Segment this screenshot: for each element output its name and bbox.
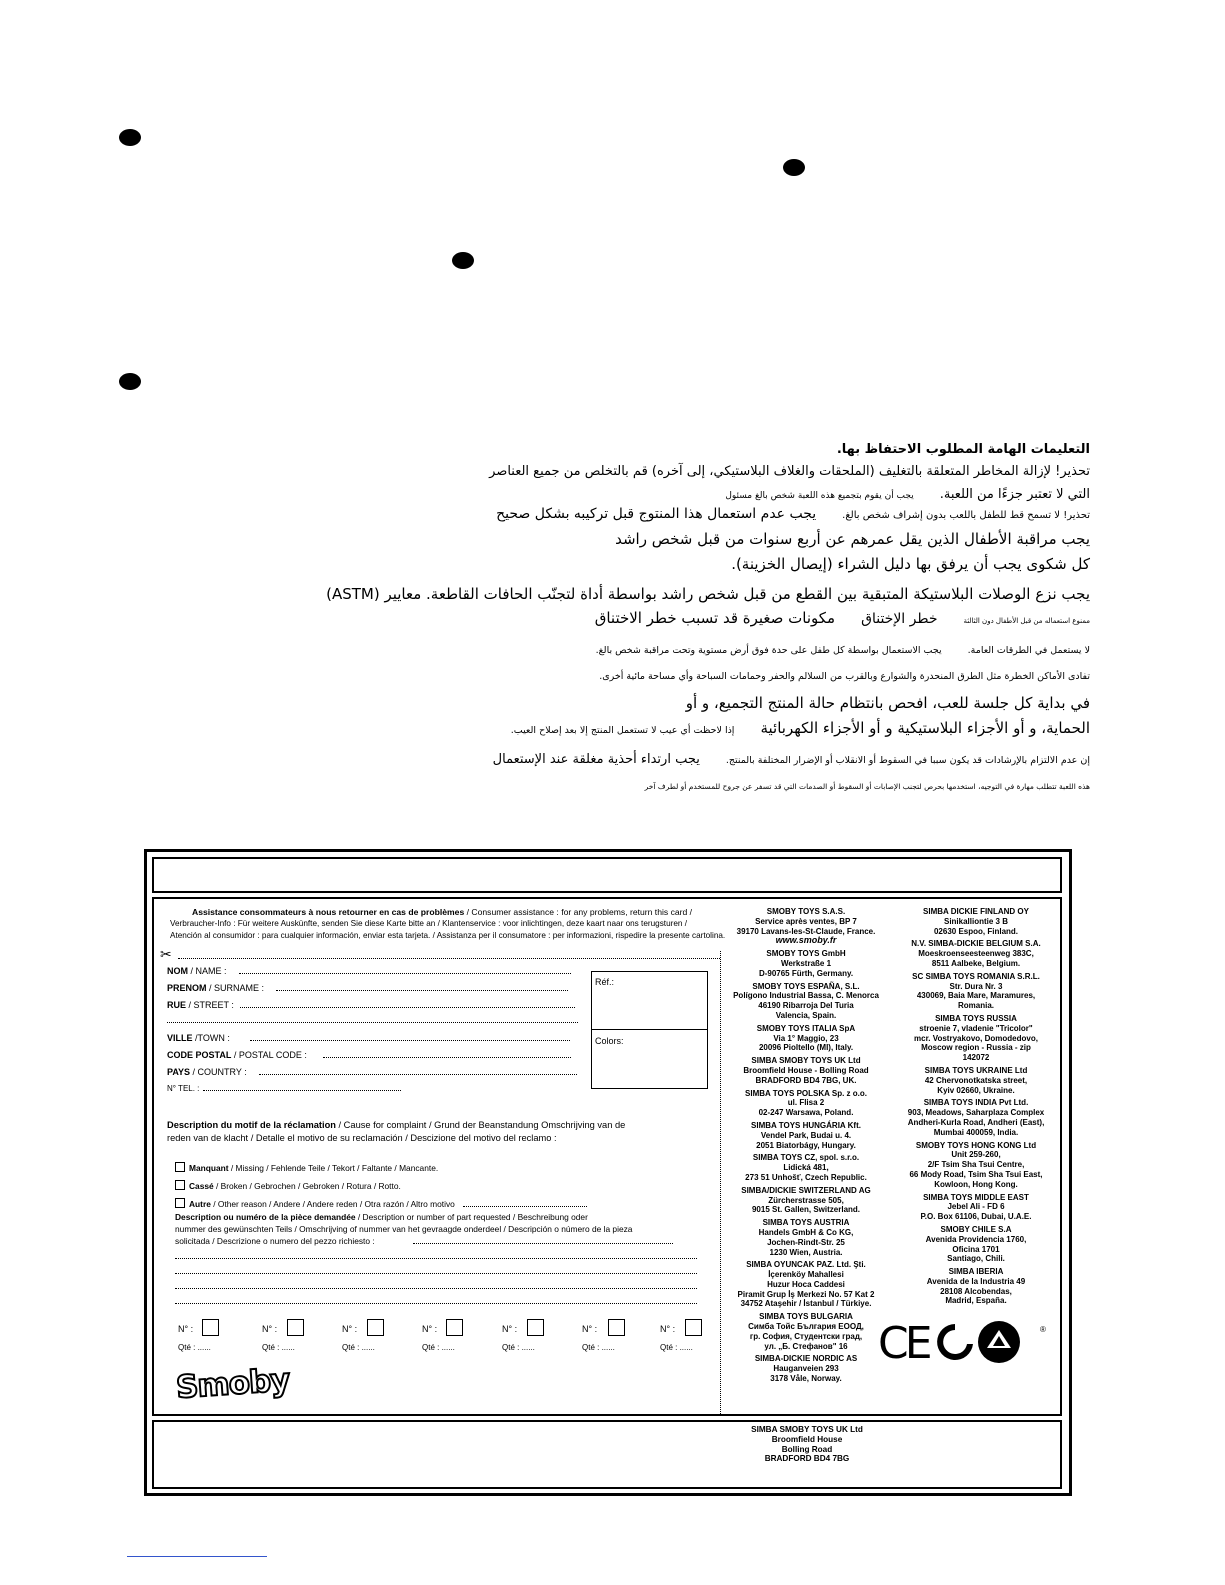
number-label-4: N° : (422, 1324, 438, 1334)
address-line: www.smoby.fr (775, 935, 837, 946)
address-line: Broomfield House - Bolling Road (743, 1065, 869, 1075)
checkbox-autre[interactable] (175, 1198, 185, 1208)
arabic-line-6: يجب نزع الوصلات البلاستيكة المتبقية بين القطع من قبل شخص راشد بواسطة أداة لتجنّب الحافات القاطعة. معايير (ASTM) (326, 585, 1090, 603)
option-autre[interactable] (175, 1198, 587, 1210)
address-line: Werkstraße 1 (780, 958, 832, 968)
address-line: stroenie 7, vladenie "Tricolor" (919, 1023, 1033, 1033)
qty-label-5: Qté : ...... (502, 1343, 535, 1352)
address-block (895, 1141, 1057, 1190)
address-block (725, 949, 887, 978)
arabic-line-3b: يجب عدم استعمال هذا المنتوج قبل تركيبه بشكل صحيح (496, 506, 817, 522)
address-block (725, 907, 887, 946)
address-line: Симба Тойс България ЕООД, (748, 1322, 864, 1332)
address-line: Moscow region - Russia - zip (921, 1043, 1031, 1053)
complaint-line-1 (167, 1119, 625, 1131)
address-company-name: SIMBA TOYS RUSSIA (935, 1013, 1017, 1023)
address-line: P.O. Box 61106, Dubai, U.A.E. (920, 1212, 1032, 1222)
option-casse-bold: Cassé (189, 1181, 214, 1191)
address-line: 02-247 Warsawa, Poland. (758, 1108, 854, 1118)
address-block (895, 1098, 1057, 1137)
card-bottom-strip (152, 1420, 1062, 1489)
address-line: 02630 Espoo, Finland. (933, 926, 1019, 936)
option-autre-label: / Other reason / Andere / Andere reden / Otra razón / Altro motivo (210, 1199, 455, 1209)
smoby-logo: Smoby (174, 1362, 291, 1406)
address-company-name: SIMBA TOYS BULGARIA (759, 1312, 853, 1322)
address-block (725, 982, 887, 1021)
arabic-heading: التعليمات الهامة المطلوب الاحتفاظ بها. (836, 442, 1090, 457)
qty-label-1: Qté : ...... (178, 1343, 211, 1352)
number-label-2: N° : (262, 1324, 278, 1334)
address-line: 39170 Lavans-les-St-Claude, France. (736, 926, 876, 936)
address-line: 903, Meadows, Saharplaza Complex (907, 1108, 1045, 1118)
address-line: Avenida Providencia 1760, (925, 1234, 1027, 1244)
card-header-line-1 (192, 906, 692, 918)
scissors-icon: ✂ (160, 947, 172, 963)
arabic-line-7 (595, 608, 1090, 627)
address-line: D-90765 Fürth, Germany. (758, 968, 854, 978)
address-line: BRADFORD BD4 7BG, UK. (755, 1075, 857, 1085)
address-line: Santiago, Chili. (947, 1254, 1005, 1264)
address-block (895, 907, 1057, 936)
number-label-3: N° : (342, 1324, 358, 1334)
address-block (725, 1354, 887, 1383)
address-block (725, 1153, 887, 1182)
address-line: İçerenköy Mahallesi (768, 1270, 844, 1280)
card-cut-line (178, 958, 720, 959)
address-line: Handels GmbH & Co KG, (758, 1227, 854, 1237)
address-line: Zürcherstrasse 505, (768, 1195, 844, 1205)
card-top-strip (152, 857, 1062, 893)
option-autre-bold: Autre (189, 1199, 211, 1209)
address-line: Valencia, Spain. (775, 1010, 837, 1020)
card-header-line-1-rest: / Consumer assistance : for any problems, return this card / (464, 907, 693, 917)
address-block (895, 1267, 1057, 1306)
address-line: 2051 Biatorbágy, Hungary. (756, 1140, 856, 1150)
address-line: Andheri-Kurla Road, Andheri (East), (907, 1117, 1045, 1127)
number-box-3[interactable] (367, 1319, 384, 1336)
arabic-line-12a: إن عدم الالتزام بالإرشادات قد يكون سببا في السقوط أو الانقلاب أو الإضرار المختلفة بالمنتج. (725, 755, 1090, 766)
part-line-1 (175, 1211, 588, 1223)
address-company-name: SMOBY TOYS ESPAÑA, S.L. (752, 981, 860, 991)
address-line: Madrid, España. (945, 1296, 1007, 1306)
address-block (895, 972, 1057, 1011)
field-nom[interactable] (167, 966, 571, 976)
number-box-2[interactable] (287, 1319, 304, 1336)
arabic-line-3 (496, 503, 1090, 522)
field-cp-label-bold: CODE POSTAL (167, 1050, 232, 1060)
field-ville[interactable] (167, 1033, 570, 1043)
arabic-line-3a: تحذير! لا تسمح قط للطفل باللعب بدون إشراف شخص بالغ. (842, 510, 1090, 521)
address-company-name: SIMBA TOYS POLSKA Sp. z o.o. (745, 1088, 867, 1098)
field-nom-label-bold: NOM (167, 966, 188, 976)
address-line: Moeskroenseesteenweg 383C, (918, 949, 1034, 959)
arabic-line-9: تفادى الأماكن الخطرة مثل الطرق المنحدرة والشوارع وبالقرب من السلالم والحفر وحمامات السباحة وأي مساحة مائية أخرى. (599, 671, 1090, 682)
arabic-line-4: يجب مراقبة الأطفال الذين يقل عمرهم عن أربع سنوات من قبل شخص راشد (615, 530, 1090, 548)
address-line: Jochen-Rindt-Str. 25 (767, 1237, 845, 1247)
arabic-line-11a: الحماية، و أو الأجزاء البلاستيكية و أو الأجزاء الكهربائية (760, 719, 1090, 737)
address-line: Kyiv 02660, Ukraine. (937, 1085, 1015, 1095)
address-line: mcr. Vostryakovo, Domodedovo, (914, 1033, 1038, 1043)
address-company-name: SIMBA TOYS INDIA Pvt Ltd. (923, 1098, 1029, 1108)
arabic-line-10: في بداية كل جلسة للعب، افحص بانتظام حالة المنتج التجميع، و أو (685, 694, 1090, 712)
footer-rule (127, 1556, 267, 1557)
address-company-name: SIMBA TOYS UKRAINE Ltd (924, 1065, 1028, 1075)
address-block (725, 1186, 887, 1215)
address-column-1 (725, 907, 887, 1387)
address-block (895, 1193, 1057, 1222)
bullet-dot-4 (119, 373, 141, 390)
checkbox-manquant[interactable] (175, 1162, 185, 1172)
registered-mark: ® (1040, 1325, 1046, 1334)
arabic-line-7c: مكونات صغيرة قد تسبب خطر الاختناق (594, 609, 836, 627)
address-line: 1230 Wien, Austria. (769, 1247, 843, 1257)
address-line: Lidická 481, (783, 1163, 829, 1173)
complaint-bold: Description du motif de la réclamation (167, 1120, 336, 1130)
field-pays-label-bold: PAYS (167, 1067, 191, 1077)
part-line-3-label: solicitada / Descrizione o numero del pezzo richiesto : (175, 1236, 375, 1246)
address-column-2 (895, 907, 1057, 1309)
part-line-input-4[interactable] (175, 1296, 697, 1306)
field-pays[interactable] (167, 1067, 577, 1077)
number-box-7[interactable] (685, 1319, 702, 1336)
number-label-6: N° : (582, 1324, 598, 1334)
qty-label-3: Qté : ...... (342, 1343, 375, 1352)
number-box-4[interactable] (446, 1319, 463, 1336)
address-line: Via 1° Maggio, 23 (773, 1033, 839, 1043)
address-line: Polígono Industrial Bassa, C. Menorca (733, 991, 879, 1001)
field-pays-label: / COUNTRY : (190, 1067, 247, 1077)
address-line: 9015 St. Gallen, Switzerland. (751, 1205, 861, 1215)
address-line: 34752 Ataşehir / İstanbul / Türkiye. (740, 1299, 872, 1309)
address-company-name: SIMBA OYUNCAK PAZ. Ltd. Şti. (746, 1260, 866, 1270)
address-line: Avenida de la Industria 49 (926, 1276, 1026, 1286)
address-block (895, 939, 1057, 968)
address-line: ул. „Б. Стефанов" 16 (764, 1341, 848, 1351)
arabic-line-8 (596, 645, 1090, 656)
address-block (895, 1066, 1057, 1095)
number-label-1: N° : (178, 1324, 194, 1334)
address-line: Service après ventes, BP 7 (755, 916, 857, 926)
part-bold: Description ou numéro de la pièce demandée (175, 1212, 356, 1222)
return-address (722, 1425, 892, 1464)
address-line: гр. София, Студентски град, (749, 1331, 863, 1341)
address-company-name: SIMBA-DICKIE NORDIC AS (754, 1354, 858, 1364)
number-box-6[interactable] (608, 1319, 625, 1336)
field-rue-2[interactable] (167, 1015, 578, 1025)
complaint-line-1-rest: / Cause for complaint / Grund der Beanstandung Omschrijving van de (335, 1120, 626, 1130)
address-company-name: SMOBY TOYS GmbH (766, 949, 846, 959)
option-manquant[interactable] (175, 1162, 438, 1174)
address-company-name: SMOBY TOYS ITALIA SpA (756, 1023, 856, 1033)
number-box-5[interactable] (527, 1319, 544, 1336)
part-line-input-3[interactable] (175, 1281, 697, 1291)
arabic-line-12b: يجب ارتداء أحذية مغلقة عند الإستعمال (492, 752, 700, 767)
field-rue[interactable] (167, 1000, 575, 1010)
address-block (725, 1089, 887, 1118)
arabic-line-7b: خطر الإختناق (861, 611, 938, 627)
part-line-2: nummer des gewünschten Teils / Omschrijving of nummer van het gevraagde onderdeel / Descripción o número de la pieza (175, 1224, 633, 1234)
return-address-line: Broomfield House (771, 1434, 843, 1444)
arabic-line-7a: ممنوع استعماله من قبل الأطفال دون الثالثة (963, 617, 1090, 625)
address-block (725, 1024, 887, 1053)
colors-label: Colors: (595, 1036, 624, 1046)
address-company-name: SIMBA TOYS HUNGÁRIA Kft. (751, 1120, 861, 1130)
address-block (725, 1218, 887, 1257)
address-block (725, 1260, 887, 1309)
qty-label-4: Qté : ...... (422, 1343, 455, 1352)
address-line: Sinikalliontie 3 B (943, 916, 1008, 926)
part-line-input-2[interactable] (175, 1266, 697, 1276)
bullet-dot-1 (119, 129, 141, 146)
address-line: ul. Flisa 2 (787, 1098, 825, 1108)
arabic-line-5: كل شكوى يجب أن يرفق بها دليل الشراء (إيصال الخزينة). (731, 555, 1090, 573)
address-company-name: SIMBA IBERIA (948, 1267, 1004, 1277)
ce-mark-text: CE (878, 1318, 929, 1369)
option-manquant-bold: Manquant (189, 1163, 229, 1173)
address-line: Kowloon, Hong Kong. (934, 1179, 1018, 1189)
arabic-line-1: تحذير! لإزالة المخاطر المتعلقة بالتغليف (الملحقات والغلاف البلاستيكي، إلى آخره) قم بالتخلص من جميع العناصر (489, 464, 1090, 479)
address-company-name: SMOBY TOYS HONG KONG Ltd (915, 1140, 1037, 1150)
arabic-line-13: هذه اللعبة تتطلب مهارة في التوجيه، استخدمها بحرص لتجنب الإصابات أو السقوط أو الصدمات التي قد تسفر عن جروح للمستخدم أو لطرف آخر (644, 782, 1090, 791)
field-rue-label: / STREET : (186, 1000, 234, 1010)
card-header-line-2: Verbraucher-Info : Für weitere Auskünfte, senden Sie diese Karte bitte an / Klantenservice : voor inlichtingen, deze kaart naar ons terugsturen / (170, 919, 688, 928)
address-company-name: N.V. SIMBA-DICKIE BELGIUM S.A. (911, 939, 1041, 949)
option-manquant-label: / Missing / Fehlende Teile / Tekort / Faltante / Mancante. (228, 1163, 439, 1173)
card-header-bold: Assistance consommateurs à nous retourner en cas de problèmes (192, 907, 465, 917)
field-tel-label: N° TEL. : (167, 1084, 200, 1093)
qty-label-2: Qté : ...... (262, 1343, 295, 1352)
address-line: 42 Chervonotkatska street, (924, 1075, 1028, 1085)
recycle-icon (933, 1318, 1023, 1366)
ce-mark-icon (878, 1318, 1023, 1369)
arabic-line-2b: يجب أن يقوم بتجميع هذه اللعبة شخص بالغ مسئول (725, 491, 914, 501)
number-box-1[interactable] (202, 1319, 219, 1336)
part-line-3 (175, 1235, 673, 1247)
address-line: Mumbai 400059, India. (933, 1127, 1019, 1137)
address-line: 8511 Aalbeke, Belgium. (931, 958, 1021, 968)
address-line: Jebel Ali - FD 6 (947, 1202, 1005, 1212)
address-block (895, 1225, 1057, 1264)
return-address-line: Bolling Road (781, 1444, 833, 1454)
arabic-line-12 (493, 748, 1090, 767)
arabic-line-11b: إذا لاحظت أي عيب لا تستعمل المنتج إلا بعد إصلاح العيب. (510, 725, 735, 736)
field-tel[interactable] (167, 1084, 401, 1093)
address-line: Hauganveien 293 (773, 1364, 839, 1374)
card-fold-line (720, 951, 721, 1416)
arabic-line-8a: لا يستعمل في الطرقات العامة. (967, 645, 1090, 656)
checkbox-casse[interactable] (175, 1180, 185, 1190)
complaint-line-2: reden van de klacht / Detalle el motivo de su reclamación / Descizione del motivo del reclamo : (167, 1133, 557, 1143)
address-line: Str. Dura Nr. 3 (949, 981, 1003, 991)
address-block (725, 1121, 887, 1150)
arabic-line-2 (725, 483, 1090, 502)
address-line: 2/F Tsim Sha Tsui Centre, (927, 1160, 1025, 1170)
field-ville-label-bold: VILLE (167, 1033, 193, 1043)
address-block (725, 1312, 887, 1351)
arabic-line-11 (511, 718, 1090, 737)
card-header-line-3: Atención al consumidor : para cualquier información, enviar esta tarjeta. / Assistanza per il consumatore : per informazioni, rispedire la presente cartolina. (170, 931, 726, 940)
address-company-name: SMOBY CHILE S.A (940, 1224, 1012, 1234)
field-rue-label-bold: RUE (167, 1000, 187, 1010)
address-company-name: SC SIMBA TOYS ROMANIA S.R.L. (912, 971, 1040, 981)
address-company-name: SIMBA TOYS MIDDLE EAST (923, 1192, 1029, 1202)
qty-label-7: Qté : ...... (660, 1343, 693, 1352)
bullet-dot-2 (783, 159, 805, 176)
arabic-line-8b: يجب الاستعمال بواسطة كل طفل على حدة فوق أرض مستوية وتحت مراقبة شخص بالغ. (595, 645, 942, 656)
address-line: 273 51 Unhošť, Czech Republic. (745, 1172, 867, 1182)
address-line: 66 Mody Road, Tsim Sha Tsui East, (909, 1169, 1043, 1179)
address-company-name: SIMBA TOYS CZ, spol. s.r.o. (752, 1153, 860, 1163)
part-line-input-1[interactable] (175, 1251, 697, 1261)
address-line: 430069, Baia Mare, Maramures, (916, 991, 1036, 1001)
field-cp-label: / POSTAL CODE : (231, 1050, 307, 1060)
option-casse-label: / Broken / Gebrochen / Gebroken / Rotura / Rotto. (213, 1181, 401, 1191)
address-company-name: SIMBA SMOBY TOYS UK Ltd (751, 1056, 861, 1066)
address-line: Oficina 1701 (952, 1244, 1000, 1254)
option-casse[interactable] (175, 1180, 401, 1192)
arabic-line-2a: التي لا تعتبر جزءًا من اللعبة. (939, 487, 1090, 502)
address-company-name: SIMBA/DICKIE SWITZERLAND AG (741, 1185, 871, 1195)
return-address-line: BRADFORD BD4 7BG (764, 1454, 850, 1464)
address-line: Unit 259-260, (951, 1150, 1001, 1160)
field-prenom-label: / SURNAME : (206, 983, 265, 993)
address-line: 46190 Ribarroja Del Turia (758, 1001, 854, 1011)
address-line: Huzur Hoca Caddesi (767, 1279, 845, 1289)
qty-label-6: Qté : ...... (582, 1343, 615, 1352)
field-prenom[interactable] (167, 983, 568, 993)
address-company-name: SIMBA TOYS AUSTRIA (762, 1218, 850, 1228)
address-line: Romania. (957, 1001, 994, 1011)
return-address-line: SIMBA SMOBY TOYS UK Ltd (751, 1425, 863, 1434)
field-prenom-label-bold: PRENOM (167, 983, 207, 993)
address-line: 3178 Våle, Norway. (770, 1374, 842, 1384)
field-ville-label: /TOWN : (192, 1033, 230, 1043)
address-line: 142072 (962, 1053, 990, 1063)
part-line-1-rest: / Description or number of part requested / Beschreibung oder (355, 1212, 588, 1222)
address-company-name: SIMBA DICKIE FINLAND OY (923, 907, 1029, 916)
bullet-dot-3 (452, 252, 474, 269)
address-line: Vendel Park, Budai u. 4. (760, 1130, 852, 1140)
address-company-name: SMOBY TOYS S.A.S. (766, 907, 846, 916)
ref-label: Réf.: (595, 977, 615, 987)
number-label-7: N° : (660, 1324, 676, 1334)
number-label-5: N° : (502, 1324, 518, 1334)
address-line: 28108 Alcobendas, (940, 1286, 1012, 1296)
address-line: 20096 Pioltello (MI), Italy. (758, 1043, 854, 1053)
address-block (895, 1014, 1057, 1063)
field-code-postal[interactable] (167, 1050, 571, 1060)
address-line: Piramit Grup İş Merkezi No. 57 Kat 2 (737, 1289, 875, 1299)
address-block (725, 1056, 887, 1085)
field-nom-label: / NAME : (188, 966, 227, 976)
